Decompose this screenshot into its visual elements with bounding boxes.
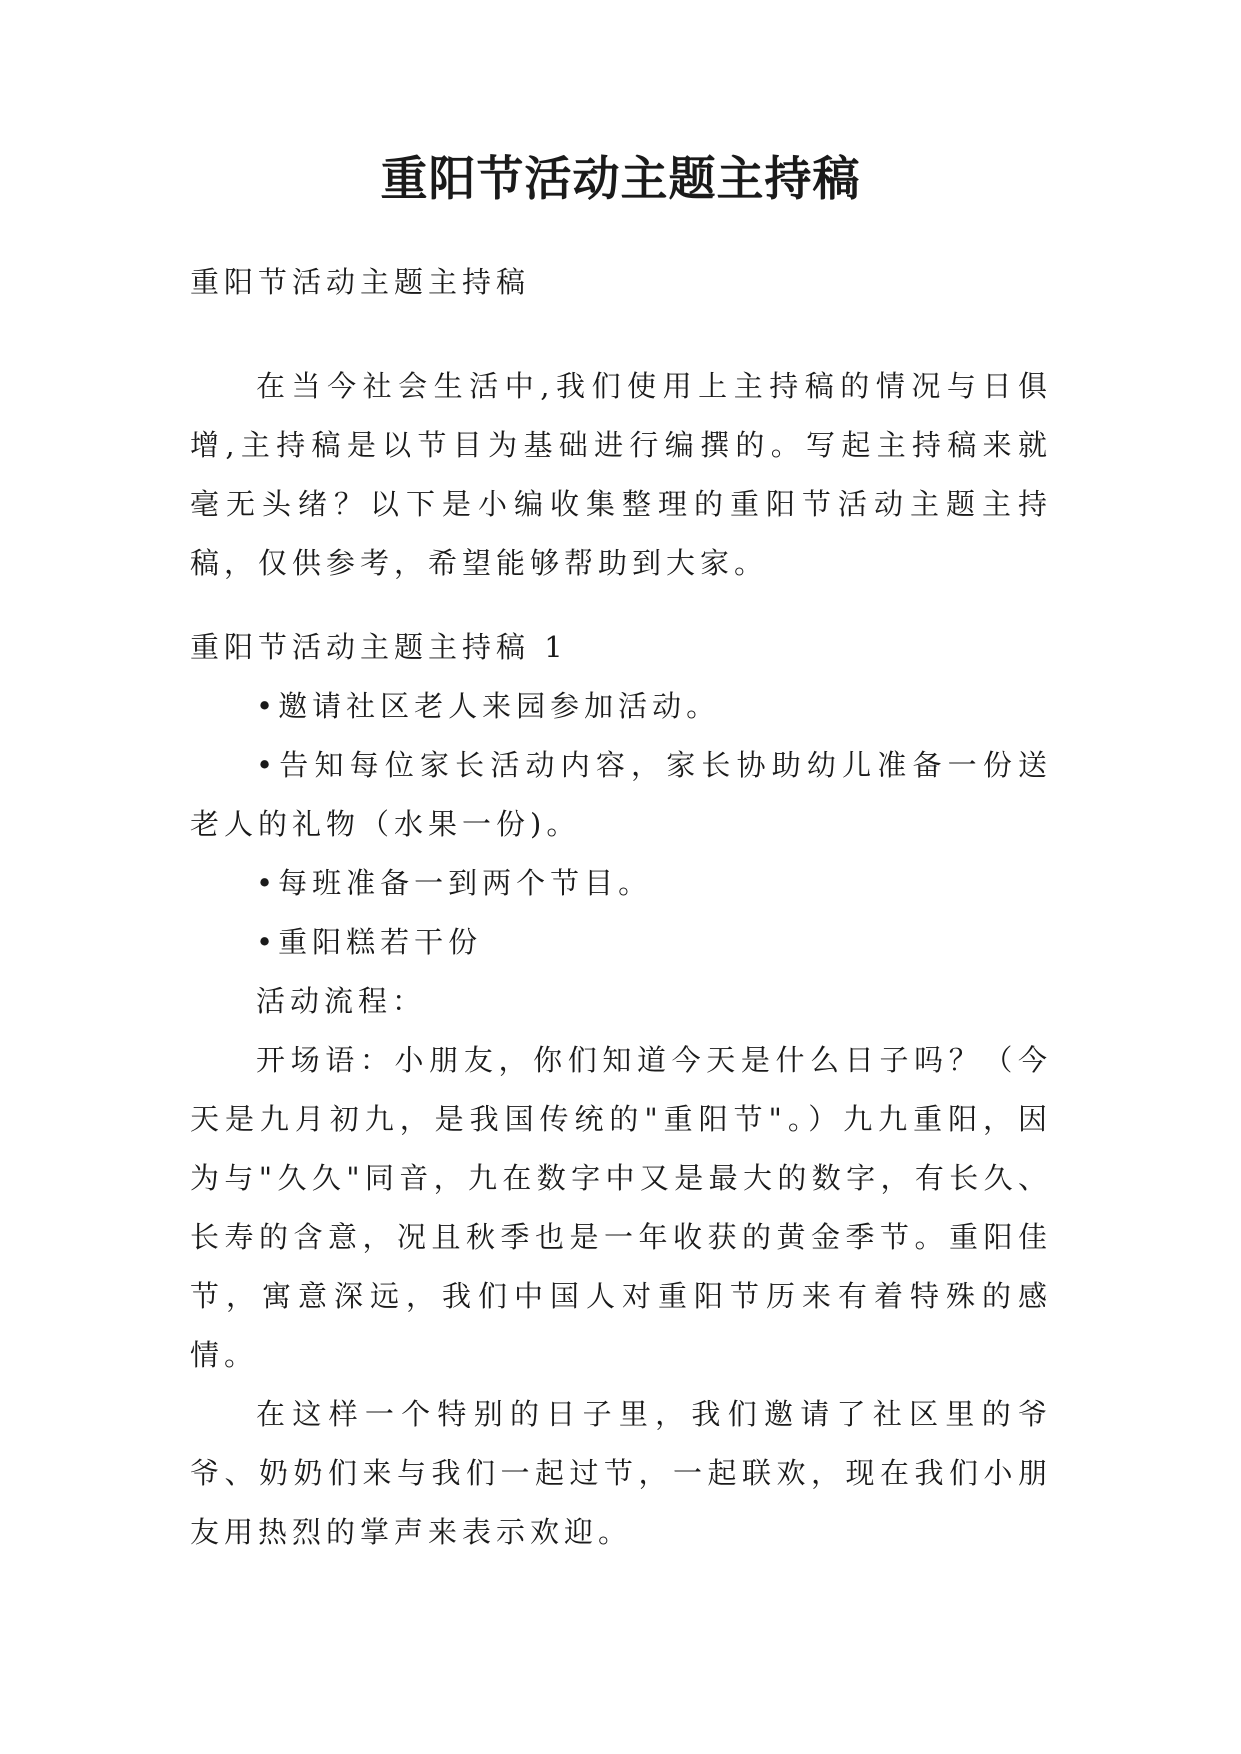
intro-paragraph: 在当今社会生活中,我们使用上主持稿的情况与日俱增,主持稿是以节目为基础进行编撰的。写起主持稿来就毫无头绪？以下是小编收集整理的重阳节活动主题主持稿，仅供参考，希望能够帮助到大家。	[190, 369, 1052, 580]
intro-block	[190, 357, 1052, 593]
opening-paragraph: 开场语：小朋友，你们知道今天是什么日子吗？（今天是九月初九，是我国传统的"重阳节"。）九九重阳，因为与"久久"同音，九在数字中又是最大的数字，有长久、长寿的含意，况且秋季也是一年收获的黄金季节。重阳佳节，寓意深远，我们中国人对重阳节历来有着特殊的感情。	[190, 1043, 1052, 1372]
closing-paragraph: 在这样一个特别的日子里，我们邀请了社区里的爷爷、奶奶们来与我们一起过节，一起联欢，现在我们小朋友用热烈的掌声来表示欢迎。	[190, 1397, 1052, 1549]
section-heading: 重阳节活动主题主持稿 1	[190, 630, 568, 664]
bullet-item: •告知每位家长活动内容，家长协助幼儿准备一份送老人的礼物（水果一份)。	[190, 748, 1052, 841]
bullet-item: •重阳糕若干份	[256, 925, 483, 959]
section-1	[190, 618, 1052, 1562]
bullet-item: •每班准备一到两个节目。	[256, 866, 653, 900]
bullet-item: •邀请社区老人来园参加活动。	[256, 689, 721, 723]
document-subtitle: 重阳节活动主题主持稿	[190, 265, 531, 299]
document-title: 重阳节活动主题主持稿	[380, 152, 861, 207]
flow-label: 活动流程：	[256, 984, 427, 1018]
